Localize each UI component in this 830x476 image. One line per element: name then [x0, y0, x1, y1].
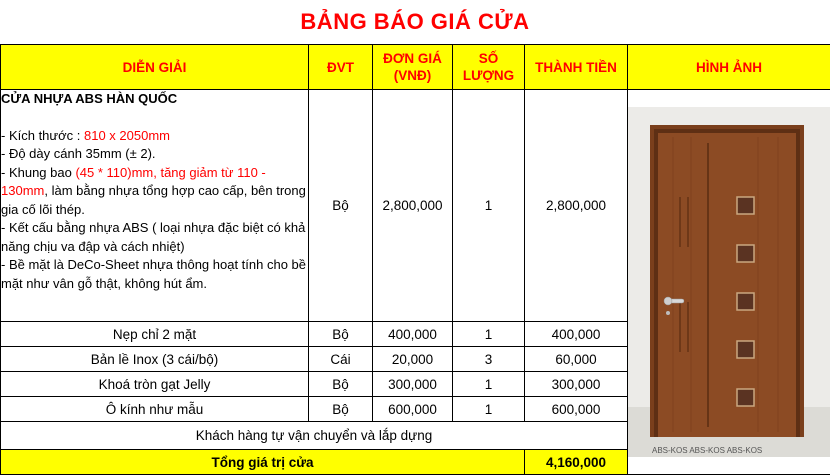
frame-rest: , làm bằng nhựa tổng hợp cao cấp, bên trong gia cố lõi thép.	[1, 183, 306, 217]
main-item-name: CỬA NHỰA ABS HÀN QUỐC	[1, 91, 178, 106]
item-amount: 600,000	[525, 397, 628, 422]
header-image: HÌNH ẢNH	[628, 45, 830, 90]
frame-label: - Khung bao	[1, 164, 76, 180]
item-name: Nẹp chỉ 2 mặt	[1, 322, 309, 347]
header-price-line1: ĐƠN GIÁ	[383, 51, 442, 66]
watermark-text: ABS-KOS ABS-KOS ABS-KOS	[652, 446, 763, 455]
sheet-title: BẢNG BÁO GIÁ CỬA	[300, 9, 530, 34]
main-item-amount: 2,800,000	[525, 90, 628, 322]
item-unit: Cái	[309, 347, 373, 372]
item-unit: Bộ	[309, 322, 373, 347]
item-amount: 300,000	[525, 372, 628, 397]
total-value: 4,160,000	[525, 450, 628, 475]
header-price	[373, 45, 453, 90]
item-unit: Bộ	[309, 372, 373, 397]
item-name: Ô kính như mẫu	[1, 397, 309, 422]
header-amount: THÀNH TIỀN	[525, 45, 628, 90]
header-qty-line2: LƯỢNG	[462, 68, 515, 83]
main-item-qty: 1	[453, 90, 525, 322]
item-qty: 3	[453, 347, 525, 372]
header-unit: ĐVT	[309, 45, 373, 90]
item-amount: 400,000	[525, 322, 628, 347]
main-item-price: 2,800,000	[373, 90, 453, 322]
item-amount: 60,000	[525, 347, 628, 372]
item-qty: 1	[453, 372, 525, 397]
price-table	[0, 44, 830, 475]
door-image	[628, 107, 830, 457]
header-row	[1, 45, 830, 90]
header-price-line2: (VNĐ)	[393, 68, 432, 83]
item-qty: 1	[453, 322, 525, 347]
header-qty-line1: SỐ	[478, 51, 499, 66]
item-name: Bản lề Inox (3 cái/bộ)	[1, 347, 309, 372]
item-qty: 1	[453, 397, 525, 422]
item-price: 20,000	[373, 347, 453, 372]
header-qty	[453, 45, 525, 90]
item-unit: Bộ	[309, 397, 373, 422]
total-label: Tổng giá trị cửa	[1, 450, 525, 475]
door-illustration	[628, 107, 830, 457]
item-price: 600,000	[373, 397, 453, 422]
frame-value: (45 * 110)mm, tăng giảm từ 110 - 130mm	[1, 164, 266, 198]
main-item-unit: Bộ	[309, 90, 373, 322]
surface-text: - Bề mặt là DeCo-Sheet nhựa thông hoạt tính cho bề mặt như vân gỗ thật, không hút ẩm.	[1, 257, 307, 291]
item-name: Khoá tròn gạt Jelly	[1, 372, 309, 397]
size-value: 810 x 2050mm	[83, 127, 170, 143]
size-label: - Kích thước :	[1, 127, 84, 143]
door-image-cell	[628, 90, 830, 475]
item-price: 300,000	[373, 372, 453, 397]
item-price: 400,000	[373, 322, 453, 347]
main-item-description	[1, 90, 309, 322]
shipping-note: Khách hàng tự vận chuyển và lắp dựng	[1, 422, 628, 450]
structure-text: - Kết cấu bằng nhựa ABS ( loại nhựa đặc biệt có khả năng chịu va đập và cách nhiệt)	[1, 220, 306, 254]
thickness-text: - Độ dày cánh 35mm (± 2).	[1, 146, 156, 161]
header-description: DIỄN GIẢI	[1, 45, 309, 90]
table-row-main-door	[1, 90, 830, 322]
